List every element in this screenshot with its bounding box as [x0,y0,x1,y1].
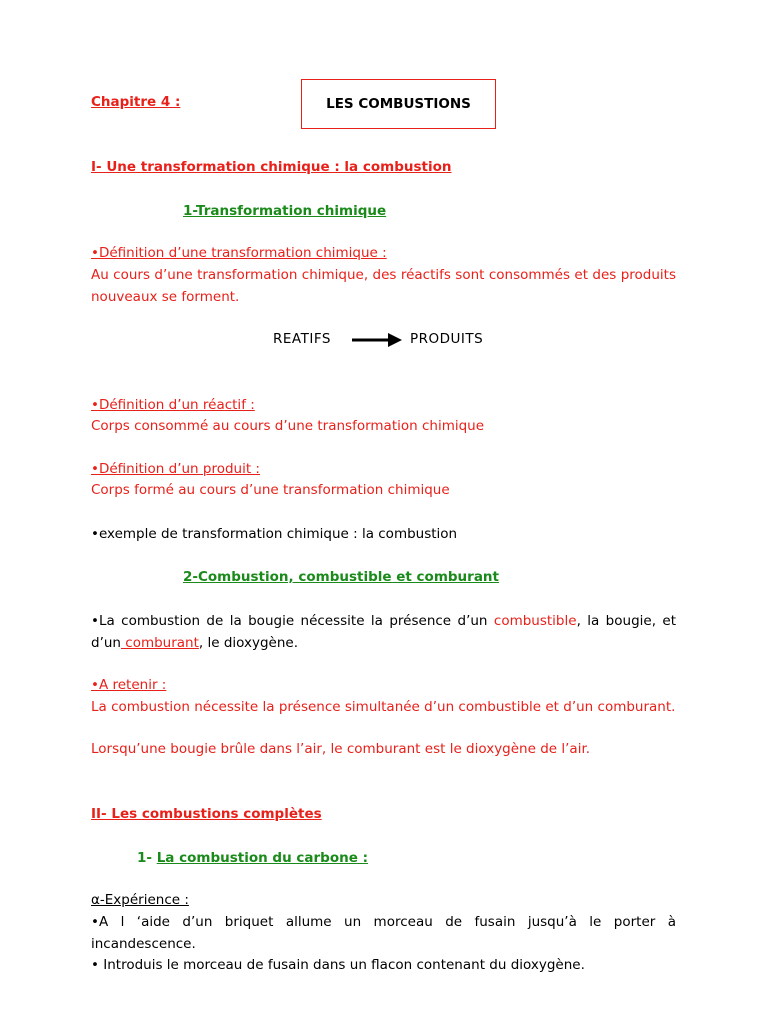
def-transformation-text: Au cours d’une transformation chimique, des réactifs sont consommés et des produits nouveaux se forment. [91,267,676,305]
def-reactif-label: •Définition d’un réactif : [91,397,255,413]
example-text: •exemple de transformation chimique : la combustion [91,526,458,542]
chapter-title: LES COMBUSTIONS [326,96,471,112]
experience-step-2: • Introduis le morceau de fusain dans un flacon contenant du dioxygène. [91,957,585,973]
chapter-label: Chapitre 4 : [91,94,181,110]
retenir-text-2: Lorsqu’une bougie brûle dans l’air, le comburant est le dioxygène de l’air. [91,741,591,757]
retenir-label: •A retenir : [91,677,167,693]
subsection-2-1-heading: La combustion du carbone : [156,850,368,866]
subsection-1-2-heading: 2-Combustion, combustible et comburant [183,569,499,585]
combustion-paragraph [91,611,676,654]
combustible-word: combustible [493,613,577,629]
chapter-title-box [301,79,496,129]
equation-reactifs: REATIFS [273,331,331,347]
retenir-text-1: La combustion nécessite la présence simultanée d’un combustible et d’un comburant. [91,699,676,715]
combustion-text-2: , la bougie, et d’un [91,613,676,651]
experience-label: α-Expérience : [91,892,189,908]
section-2-heading: II- Les combustions complètes [91,806,322,822]
subsection-2-1 [137,850,368,866]
def-transformation-label: •Définition d’une transformation chimique : [91,245,387,261]
combustion-text-3: , le dioxygène. [198,634,299,651]
combustion-text-1: •La combustion de la bougie nécessite la présence d’un [91,613,494,629]
equation-produits: PRODUITS [410,331,484,347]
def-reactif-text: Corps consommé au cours d’une transformation chimique [91,418,485,434]
def-produit-label: •Définition d’un produit : [91,461,260,477]
experience-step-1: •A l ‘aide d’un briquet allume un morceau de fusain jusqu’à le porter à incandescence. [91,914,676,952]
comburant-word: comburant [120,634,199,651]
subsection-1-1-heading: 1-Transformation chimique [183,203,387,219]
def-produit-text: Corps formé au cours d’une transformation chimique [91,482,450,498]
subsection-2-1-number: 1- [137,850,157,866]
section-1-heading: I- Une transformation chimique : la combustion [91,159,452,175]
right-arrow-icon [352,333,402,347]
